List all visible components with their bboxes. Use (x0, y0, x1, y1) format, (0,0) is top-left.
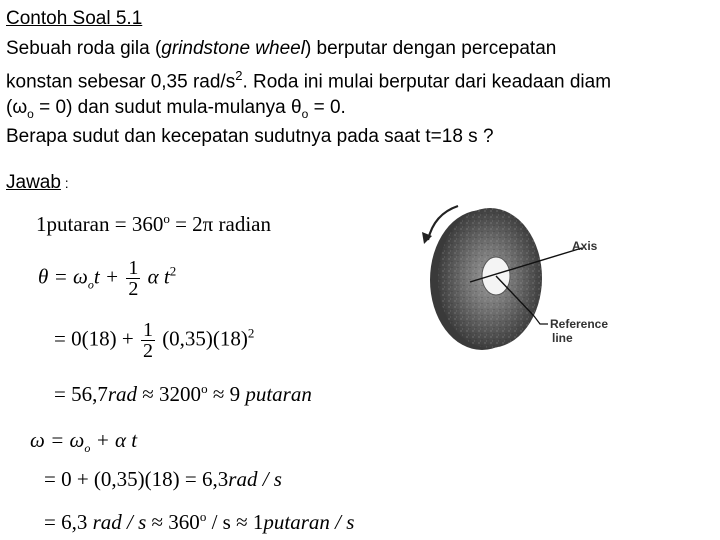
problem-line-1 (6, 38, 556, 60)
eq2-part-c: α t (147, 264, 170, 289)
problem-line-3 (6, 97, 346, 121)
answer-label-text: Jawab (6, 172, 61, 193)
problem-line-2-part-b: . Roda ini mulai berputar dari keadaan diam (242, 71, 612, 93)
problem-line-3-sub2: o (301, 106, 309, 121)
problem-line-4: Berapa sudut dan kecepatan sudutnya pada saat t=18 s ? (6, 126, 494, 147)
eq4-rad: rad (107, 382, 138, 406)
eq7-unit: rad / s (92, 510, 147, 534)
eq3-fraction (141, 320, 155, 361)
eq3-fraction-num: 1 (142, 319, 153, 341)
eq2-fraction (126, 258, 140, 299)
eq7-part-a: = 6,3 (44, 510, 93, 534)
equation-rotation-definition (36, 211, 271, 237)
reference-pointer (534, 316, 548, 324)
eq4-sup: o (201, 381, 208, 396)
eq3-part-a: = 0(18) + (54, 326, 134, 351)
eq4-part-a: = 56,7 (54, 382, 108, 406)
eq7-putaran: putaran / s (263, 510, 355, 534)
problem-line-1-italic: grindstone wheel (161, 38, 305, 59)
eq7-part-c: / s ≈ 1 (206, 510, 264, 534)
problem-line-3-part-c: = 0. (308, 97, 346, 118)
equation-angular-velocity-formula (30, 428, 137, 456)
problem-line-2-part-a: konstan sebesar 0,35 rad/s (6, 71, 236, 93)
eq3-sup: 2 (247, 325, 255, 341)
eq2-fraction-den: 2 (128, 278, 139, 300)
eq1-part-a: 1putaran = 360 (36, 212, 164, 236)
eq4-part-c: ≈ 9 (207, 382, 246, 406)
eq2-part-b: t + (93, 264, 120, 289)
eq1-part-b: = 2π radian (169, 212, 271, 236)
answer-label (6, 172, 69, 194)
eq5-part-a: ω = ω (30, 428, 85, 452)
problem-line-2-sup: 2 (235, 68, 243, 83)
eq1-sup: o (163, 211, 170, 226)
eq7-sup: o (199, 509, 207, 524)
eq4-part-b: ≈ 3200 (137, 382, 202, 406)
answer-label-colon: : (60, 175, 69, 191)
eq6-unit: rad / s (228, 467, 282, 491)
eq7-part-b: ≈ 360 (146, 510, 200, 534)
grindstone-wheel-figure (400, 198, 630, 363)
problem-title: Contoh Soal 5.1 (6, 8, 143, 29)
eq5-part-b: + α t (90, 428, 138, 452)
equation-angular-velocity-substitution (44, 467, 282, 492)
eq2-sub: o (87, 277, 94, 292)
problem-line-3-sub: o (27, 106, 34, 121)
eq2-part-a: θ = ω (38, 264, 88, 289)
problem-line-3-part-a: (ω (6, 97, 28, 118)
eq5-sub: o (84, 441, 91, 456)
problem-line-1-part-a: Sebuah roda gila ( (6, 38, 162, 59)
line-label: line (552, 331, 573, 345)
equation-angular-velocity-result (44, 509, 354, 535)
equation-angle-result (54, 381, 312, 407)
eq2-fraction-num: 1 (128, 257, 139, 279)
equation-angle-formula (38, 258, 176, 299)
eq2-sup: 2 (169, 263, 177, 279)
eq4-putaran: putaran (245, 382, 312, 406)
eq3-part-b: (0,35)(18) (162, 326, 248, 351)
equation-angle-substitution (54, 320, 254, 361)
axis-label: Axis (572, 239, 598, 253)
problem-line-1-part-b: ) berputar dengan percepatan (304, 38, 557, 59)
eq6-part-a: = 0 + (0,35)(18) = 6,3 (44, 467, 229, 491)
eq3-fraction-den: 2 (142, 340, 153, 362)
problem-line-3-part-b: = 0) dan sudut mula-mulanya θ (33, 97, 302, 118)
problem-line-2 (6, 68, 611, 93)
reference-label: Reference (550, 317, 609, 331)
